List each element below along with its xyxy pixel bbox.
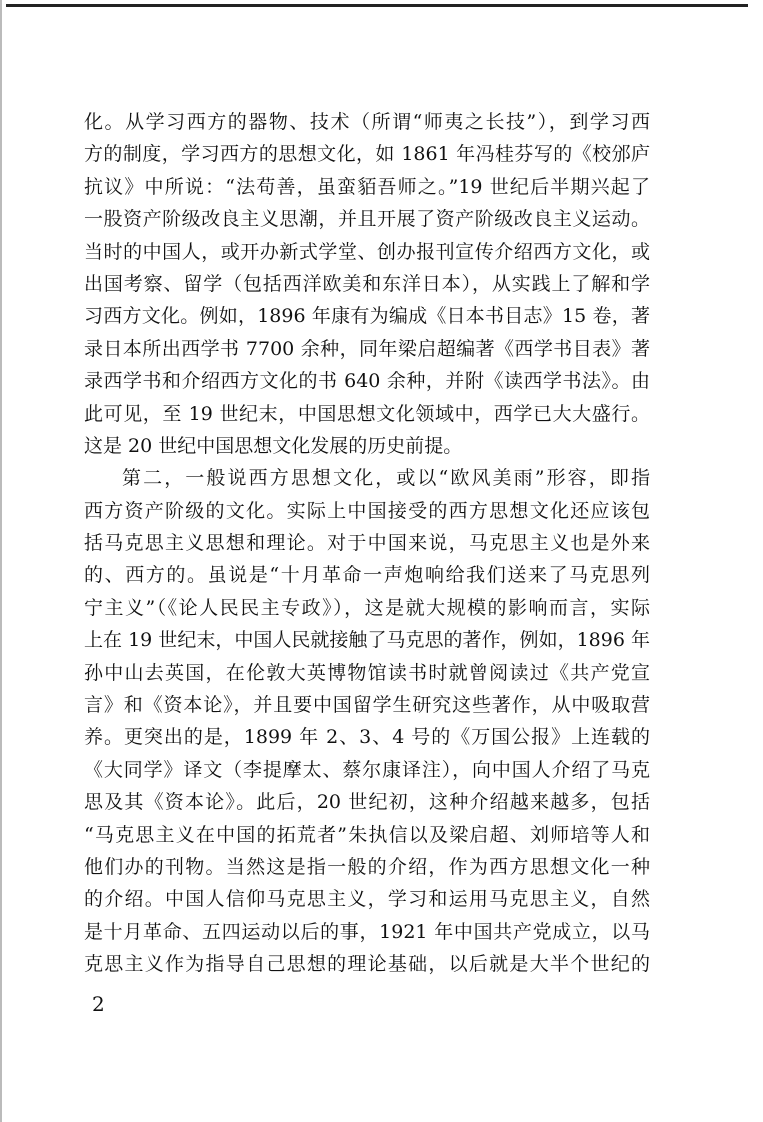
text-line: 西方资产阶级的文化。实际上中国接受的西方思想文化还应该包 xyxy=(84,499,650,522)
text-line: 化。从学习西方的器物、技术（所谓“师夷之长技”），到学习西 xyxy=(84,111,650,133)
text-line: “马克思主义在中国的拓荒者”朱执信以及梁启超、刘师培等人和 xyxy=(84,823,650,846)
page-number: 2 xyxy=(92,992,105,1016)
text-line: 思及其《资本论》。此后，20 世纪初，这种介绍越来越多，包括 xyxy=(84,791,650,814)
text-line: 括马克思主义思想和理论。对于中国来说，马克思主义也是外来 xyxy=(84,532,650,555)
text-line: 养。更突出的是，1899 年 2、3、4 号的《万国公报》上连载的 xyxy=(84,726,650,749)
text-line: 方的制度，学习西方的思想文化，如 1861 年冯桂芬写的《校邠庐 xyxy=(84,143,650,166)
text-line: 一股资产阶级改良主义思潮，并且开展了资产阶级改良主义运动。 xyxy=(84,208,650,231)
page-left-edge xyxy=(0,0,2,1122)
text-line: 抗议》中所说：“法苟善，虽蛮貊吾师之。”19 世纪后半期兴起了 xyxy=(84,175,650,198)
paragraph-end-line: 这是 20 世纪中国思想文化发展的历史前提。 xyxy=(84,434,463,457)
text-line: 上在 19 世纪末，中国人民就接触了马克思的著作，例如，1896 年 xyxy=(84,629,650,652)
text-line: 习西方文化。例如，1896 年康有为编成《日本书目志》15 卷，著 xyxy=(84,305,650,328)
paragraph-start-line: 第二，一般说西方思想文化，或以“欧风美雨”形容，即指 xyxy=(122,467,650,490)
text-line: 是十月革命、五四运动以后的事，1921 年中国共产党成立，以马 xyxy=(84,920,650,943)
text-line: 的介绍。中国人信仰马克思主义，学习和运用马克思主义，自然 xyxy=(84,888,650,911)
text-line: 宁主义”（《论人民民主专政》），这是就大规模的影响而言，实际 xyxy=(84,596,650,619)
text-line: 此可见，至 19 世纪末，中国思想文化领域中，西学已大大盛行。 xyxy=(84,402,650,425)
text-line: 《大同学》译文（李提摩太、蔡尔康译注），向中国人介绍了马克 xyxy=(84,758,650,781)
page-body-text xyxy=(84,106,650,981)
text-line: 他们办的刊物。当然这是指一般的介绍，作为西方思想文化一种 xyxy=(84,855,650,878)
top-rule xyxy=(6,4,748,7)
text-line: 录日本所出西学书 7700 余种，同年梁启超编著《西学书目表》著 xyxy=(84,337,650,360)
text-line: 出国考察、留学（包括西洋欧美和东洋日本），从实践上了解和学 xyxy=(84,272,650,295)
text-line: 的、西方的。虽说是“十月革命一声炮响给我们送来了马克思列 xyxy=(84,564,650,587)
text-line: 当时的中国人，或开办新式学堂、创办报刊宣传介绍西方文化，或 xyxy=(84,240,650,263)
text-line: 录西学书和介绍西方文化的书 640 余种，并附《读西学书法》。由 xyxy=(84,370,650,393)
text-line: 孙中山去英国，在伦敦大英博物馆读书时就曾阅读过《共产党宣 xyxy=(84,661,650,684)
text-line: 言》和《资本论》，并且要中国留学生研究这些著作，从中吸取营 xyxy=(84,694,650,717)
text-line: 克思主义作为指导自己思想的理论基础，以后就是大半个世纪的 xyxy=(84,953,650,976)
